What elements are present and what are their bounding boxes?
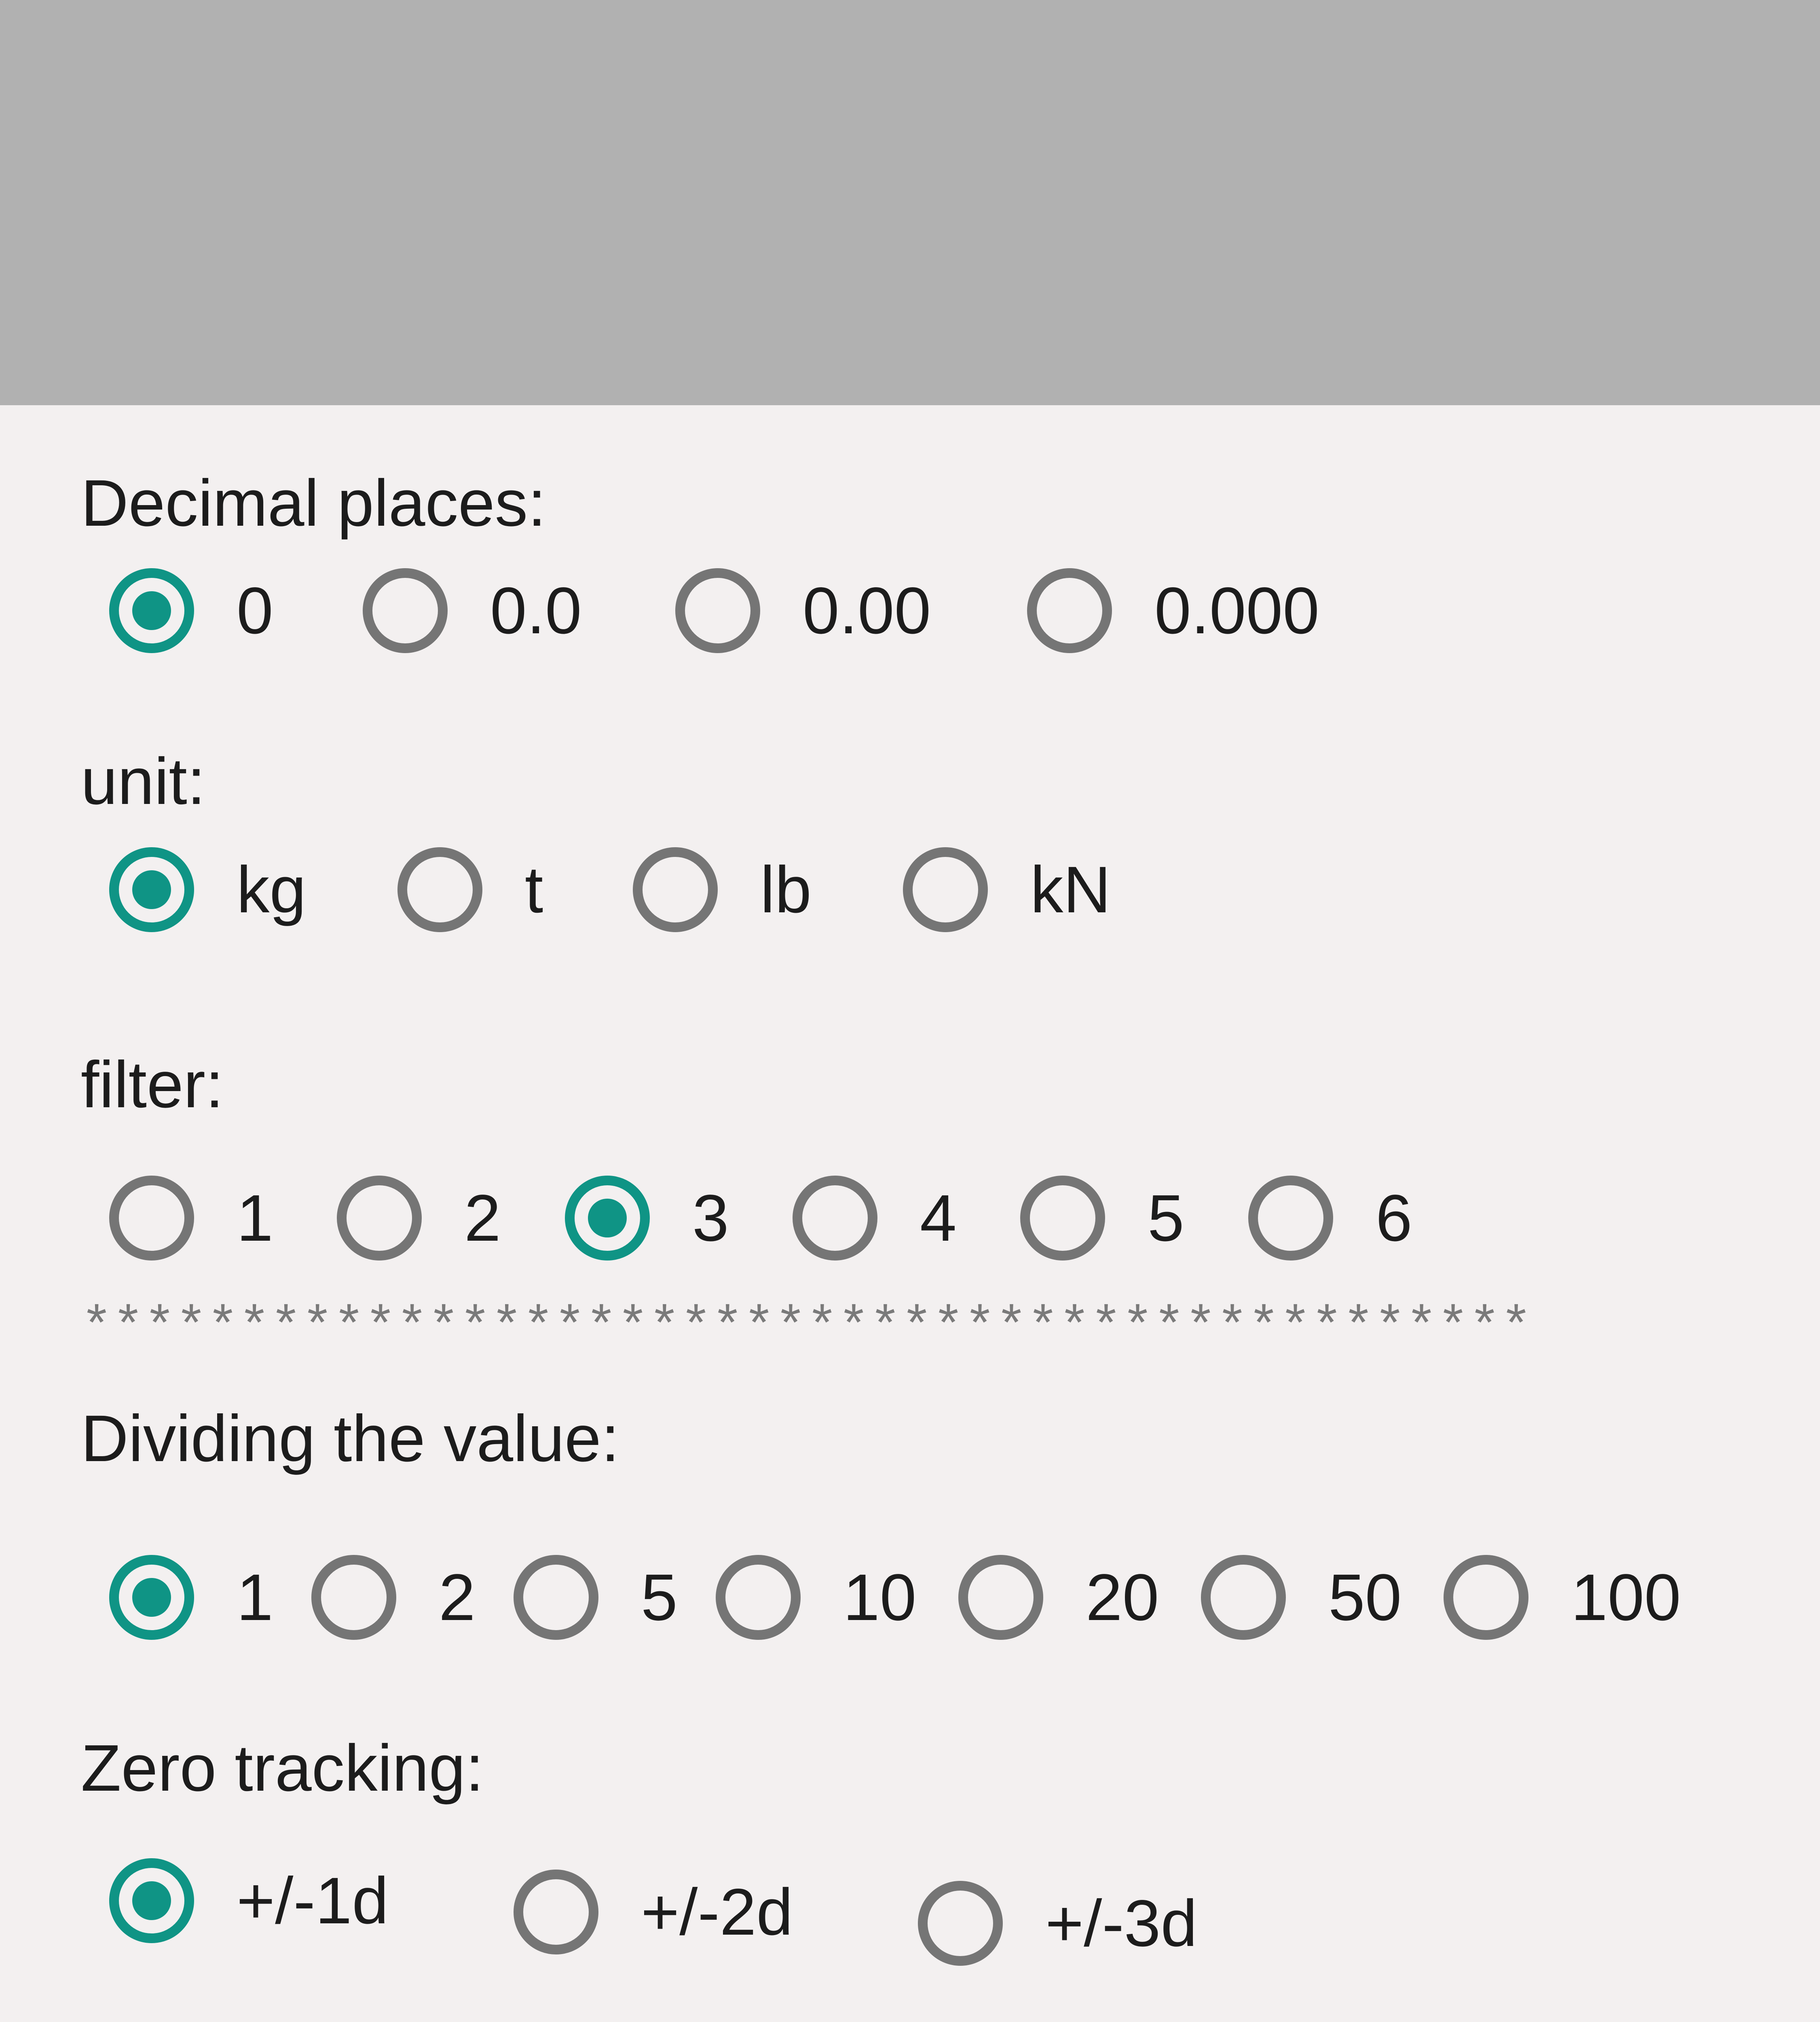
dividing-option-label: 20 <box>1086 1560 1159 1634</box>
zero-option-1d[interactable] <box>109 1848 389 1953</box>
dividing-option-20[interactable] <box>958 1545 1159 1650</box>
dividing-value-title: Dividing the value: <box>81 1401 619 1475</box>
radio-unchecked-icon <box>514 1870 598 1954</box>
unit-title: unit: <box>81 744 206 818</box>
unit-group <box>0 837 1820 942</box>
radio-unchecked-icon <box>675 568 760 653</box>
zero-tracking-group <box>0 1848 1820 2022</box>
radio-checked-icon <box>109 847 194 932</box>
radio-checked-icon <box>109 1555 194 1640</box>
filter-option-2[interactable] <box>337 1165 501 1271</box>
radio-unchecked-icon <box>514 1555 598 1640</box>
dividing-option-label: 2 <box>439 1560 476 1634</box>
dividing-option-5[interactable] <box>514 1545 678 1650</box>
dividing-option-100[interactable] <box>1444 1545 1681 1650</box>
decimal-option-label: 0 <box>237 573 273 647</box>
decimal-places-title: Decimal places: <box>81 466 546 540</box>
filter-option-label: 6 <box>1376 1181 1412 1255</box>
dividing-option-10[interactable] <box>716 1545 916 1650</box>
unit-option-label: kg <box>237 852 307 926</box>
unit-option-lb[interactable] <box>633 837 812 942</box>
radio-unchecked-icon <box>1020 1176 1105 1261</box>
radio-unchecked-icon <box>397 847 482 932</box>
status-area <box>0 0 1820 405</box>
unit-option-t[interactable] <box>397 837 543 942</box>
separator-line: ********************************************** <box>81 1299 1532 1358</box>
radio-unchecked-icon <box>311 1555 396 1640</box>
radio-unchecked-icon <box>1201 1555 1286 1640</box>
filter-option-label: 5 <box>1148 1181 1184 1255</box>
zero-option-label: +/-3d <box>1045 1886 1198 1960</box>
decimal-option-0.000[interactable] <box>1027 558 1319 663</box>
decimal-option-0.00[interactable] <box>675 558 931 663</box>
decimal-option-label: 0.0 <box>490 573 582 647</box>
filter-title: filter: <box>81 1047 224 1121</box>
dividing-option-label: 10 <box>843 1560 917 1634</box>
radio-unchecked-icon <box>1027 568 1112 653</box>
filter-option-label: 3 <box>692 1181 729 1255</box>
radio-unchecked-icon <box>903 847 988 932</box>
decimal-option-label: 0.00 <box>803 573 931 647</box>
radio-checked-icon <box>109 568 194 653</box>
decimal-option-0[interactable] <box>109 558 273 663</box>
dividing-option-label: 1 <box>237 1560 273 1634</box>
zero-option-label: +/-2d <box>641 1875 793 1949</box>
filter-option-3[interactable] <box>565 1165 729 1271</box>
filter-option-4[interactable] <box>793 1165 957 1271</box>
settings-panel <box>0 405 1820 2022</box>
filter-group <box>0 1165 1820 1271</box>
filter-option-label: 4 <box>920 1181 957 1255</box>
radio-unchecked-icon <box>918 1881 1003 1966</box>
dividing-option-50[interactable] <box>1201 1545 1401 1650</box>
dividing-option-1[interactable] <box>109 1545 273 1650</box>
radio-checked-icon <box>565 1176 650 1261</box>
radio-unchecked-icon <box>337 1176 422 1261</box>
zero-option-label: +/-1d <box>237 1863 389 1937</box>
radio-unchecked-icon <box>793 1176 877 1261</box>
radio-unchecked-icon <box>633 847 718 932</box>
radio-unchecked-icon <box>1444 1555 1528 1640</box>
radio-unchecked-icon <box>716 1555 801 1640</box>
dividing-option-label: 50 <box>1328 1560 1402 1634</box>
unit-option-kg[interactable] <box>109 837 306 942</box>
filter-option-label: 2 <box>464 1181 501 1255</box>
unit-option-label: kN <box>1030 852 1111 926</box>
radio-unchecked-icon <box>363 568 448 653</box>
dividing-value-group <box>0 1545 1820 1650</box>
dividing-option-label: 100 <box>1571 1560 1681 1634</box>
zero-option-3d[interactable] <box>918 1871 1197 1976</box>
zero-tracking-title: Zero tracking: <box>81 1731 484 1805</box>
decimal-option-0.0[interactable] <box>363 558 582 663</box>
radio-checked-icon <box>109 1858 194 1943</box>
filter-option-label: 1 <box>237 1181 273 1255</box>
radio-unchecked-icon <box>958 1555 1043 1640</box>
unit-option-label: lb <box>760 852 812 926</box>
unit-option-label: t <box>525 852 543 926</box>
filter-option-5[interactable] <box>1020 1165 1184 1271</box>
filter-option-1[interactable] <box>109 1165 273 1271</box>
decimal-places-group <box>0 558 1820 663</box>
decimal-option-label: 0.000 <box>1154 573 1319 647</box>
filter-option-6[interactable] <box>1248 1165 1412 1271</box>
unit-option-kN[interactable] <box>903 837 1111 942</box>
dividing-option-2[interactable] <box>311 1545 476 1650</box>
dividing-option-label: 5 <box>641 1560 678 1634</box>
zero-option-2d[interactable] <box>514 1859 793 1965</box>
radio-unchecked-icon <box>109 1176 194 1261</box>
radio-unchecked-icon <box>1248 1176 1333 1261</box>
